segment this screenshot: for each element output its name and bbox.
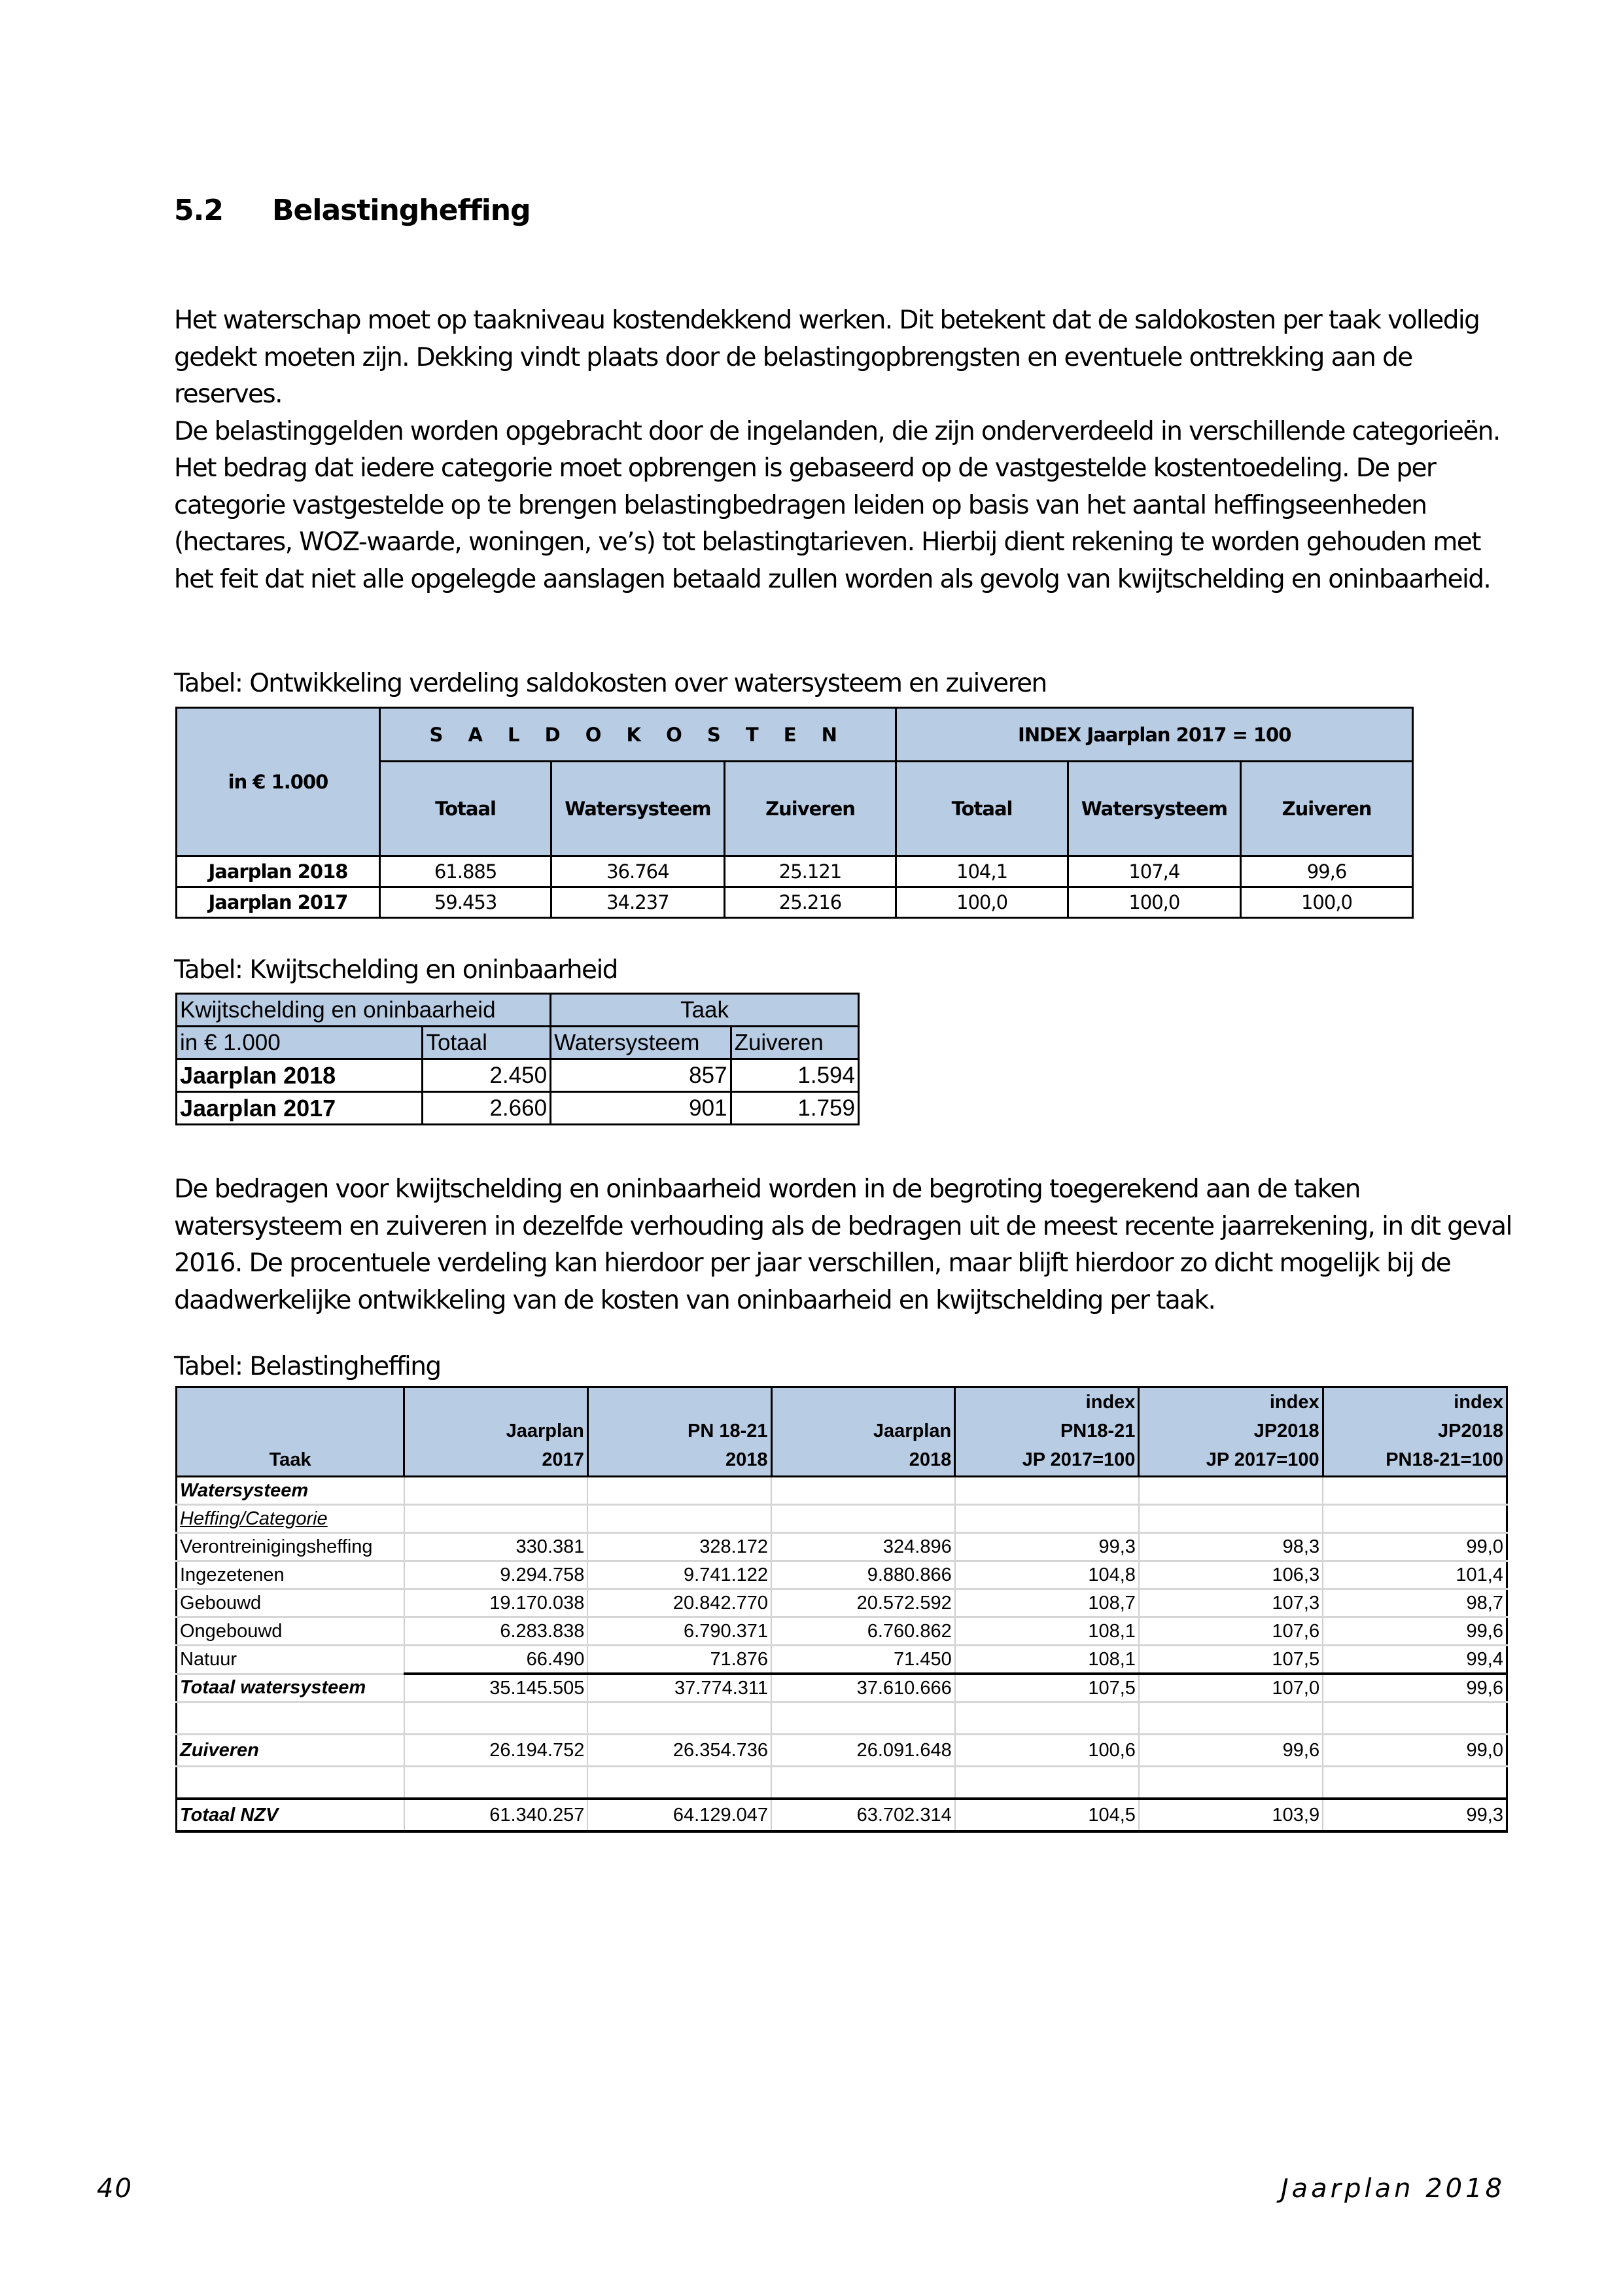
cell: 34.237 <box>551 887 724 918</box>
cell: 25.216 <box>724 887 896 918</box>
cell: 100,0 <box>1068 887 1240 918</box>
row-label: Jaarplan 2017 <box>177 887 380 918</box>
page-number: 40 <box>97 2174 133 2204</box>
spacer-row <box>177 1703 1507 1735</box>
table-row <box>177 1092 859 1125</box>
middle-paragraph: De bedragen voor kwijtschelding en oninbaarheid worden in de begroting toegerekend aan de taken watersysteem en zuiveren in dezelfde verhouding als de bedragen uit de meest recente jaarrekening, in dit geval 2016. De procentuele verdeling kan hierdoor per jaar verschillen, maar blijft hierdoor zo dicht mogelijk bij de daadwerkelijke ontwikkeling van de kosten van oninbaarheid en kwijtschelding per taak. <box>174 1174 1512 1315</box>
intro-paragraph-2: De belastinggelden worden opgebracht door de ingelanden, die zijn onderverdeeld in verschillende categorieën. Het bedrag dat iedere categorie moet opbrengen is gebaseerd op de vastgestelde kostentoedeling. De per categorie vastgestelde op te brengen belastingbedragen leiden op basis van het aantal heffingseenheden (hectares, WOZ-waarde, woningen, ve’s) tot belastingtarieven. Hierbij dient rekening te worden gehouden met het feit dat niet alle opgelegde aanslagen betaald zullen worden als gevolg van kwijtschelding en oninbaarheid. <box>174 416 1500 594</box>
cell: 36.764 <box>551 857 724 887</box>
table2-caption: Tabel: Kwijtschelding en oninbaarheid <box>174 955 618 985</box>
cell: 1.759 <box>731 1092 858 1125</box>
document-title: Jaarplan 2018 <box>1280 2174 1505 2204</box>
row-label: Jaarplan 2018 <box>177 1059 423 1092</box>
row-label: Jaarplan 2018 <box>177 857 380 887</box>
col-header-taak: Taak <box>177 1387 404 1477</box>
table-row: Ingezetenen 9.294.758 9.741.122 9.880.866 104,8 106,3 101,4 <box>177 1561 1507 1589</box>
kwijtschelding-table <box>175 993 860 1125</box>
col-header: Watersysteem <box>551 762 724 857</box>
cell: 1.594 <box>731 1059 858 1092</box>
group-saldo-kosten: S A L D O K O S T E N <box>379 708 896 762</box>
unit-label: in € 1.000 <box>177 708 380 857</box>
table-row <box>177 887 1413 918</box>
saldokosten-table <box>175 707 1414 919</box>
intro-text <box>174 302 1515 598</box>
cell: 2.450 <box>423 1059 551 1092</box>
table-row <box>177 857 1413 887</box>
cell: 901 <box>551 1092 731 1125</box>
intro-paragraph-1: Het waterschap moet op taakniveau kostendekkend werken. Dit betekent dat de saldokosten per taak volledig gedekt moeten zijn. Dekking vindt plaats door de belastingopbrengsten en eventuele onttrekking aan de reserves. <box>174 306 1480 409</box>
row-label: Jaarplan 2017 <box>177 1092 423 1125</box>
col-header: Jaarplan 2018 <box>771 1387 955 1477</box>
total-watersysteem-row: Totaal watersysteem 35.145.505 37.774.311 37.610.666 107,5 107,0 99,6 <box>177 1674 1507 1703</box>
cell: 100,0 <box>896 887 1068 918</box>
col-header: Totaal <box>423 1027 551 1059</box>
col-header: index PN18-21 JP 2017=100 <box>955 1387 1139 1477</box>
section-heading <box>174 194 531 227</box>
col-header: Jaarplan 2017 <box>404 1387 588 1477</box>
col-header: index JP2018 PN18-21=100 <box>1323 1387 1507 1477</box>
col-header: Totaal <box>379 762 551 857</box>
cell: 59.453 <box>379 887 551 918</box>
unit-label: in € 1.000 <box>177 1027 423 1059</box>
col-header: Zuiveren <box>724 762 896 857</box>
section-row <box>177 1477 1507 1505</box>
col-header: Zuiveren <box>731 1027 858 1059</box>
cell: 61.885 <box>379 857 551 887</box>
cell: 100,0 <box>1241 887 1413 918</box>
col-header: Totaal <box>896 762 1068 857</box>
cell: 2.660 <box>423 1092 551 1125</box>
table1-caption: Tabel: Ontwikkeling verdeling saldokosten over watersysteem en zuiveren <box>174 669 1047 698</box>
table2-title: Kwijtschelding en oninbaarheid <box>177 994 551 1027</box>
table-row: Ongebouwd 6.283.838 6.790.371 6.760.862 108,1 107,6 99,6 <box>177 1617 1507 1646</box>
table3-caption: Tabel: Belastingheffing <box>174 1352 441 1381</box>
cell: 25.121 <box>724 857 896 887</box>
section-title: Belastingheffing <box>272 194 531 227</box>
col-header: Watersysteem <box>1068 762 1240 857</box>
table-row <box>177 1059 859 1092</box>
section-label: Watersysteem <box>177 1477 404 1505</box>
table-row: Natuur 66.490 71.876 71.450 108,1 107,5 99,4 <box>177 1646 1507 1674</box>
middle-text <box>174 1171 1515 1319</box>
group-index: INDEX Jaarplan 2017 = 100 <box>896 708 1413 762</box>
cell: 857 <box>551 1059 731 1092</box>
cell: 107,4 <box>1068 857 1240 887</box>
section-number: 5.2 <box>174 194 223 227</box>
cell: 104,1 <box>896 857 1068 887</box>
group-taak: Taak <box>551 994 859 1027</box>
col-header: Zuiveren <box>1241 762 1413 857</box>
subsection-row <box>177 1505 1507 1533</box>
table-row: Verontreinigingsheffing 330.381 328.172 324.896 99,3 98,3 99,0 <box>177 1533 1507 1561</box>
col-header: index JP2018 JP 2017=100 <box>1139 1387 1323 1477</box>
col-header: PN 18-21 2018 <box>587 1387 771 1477</box>
subsection-label: Heffing/Categorie <box>177 1505 404 1533</box>
spacer-row <box>177 1767 1507 1799</box>
total-nzv-row: Totaal NZV 61.340.257 64.129.047 63.702.314 104,5 103,9 99,3 <box>177 1799 1507 1831</box>
belastingheffing-table <box>175 1386 1508 1833</box>
zuiveren-row: Zuiveren 26.194.752 26.354.736 26.091.648 100,6 99,6 99,0 <box>177 1735 1507 1767</box>
col-header: Watersysteem <box>551 1027 731 1059</box>
cell: 99,6 <box>1241 857 1413 887</box>
table-row: Gebouwd 19.170.038 20.842.770 20.572.592 108,7 107,3 98,7 <box>177 1589 1507 1617</box>
